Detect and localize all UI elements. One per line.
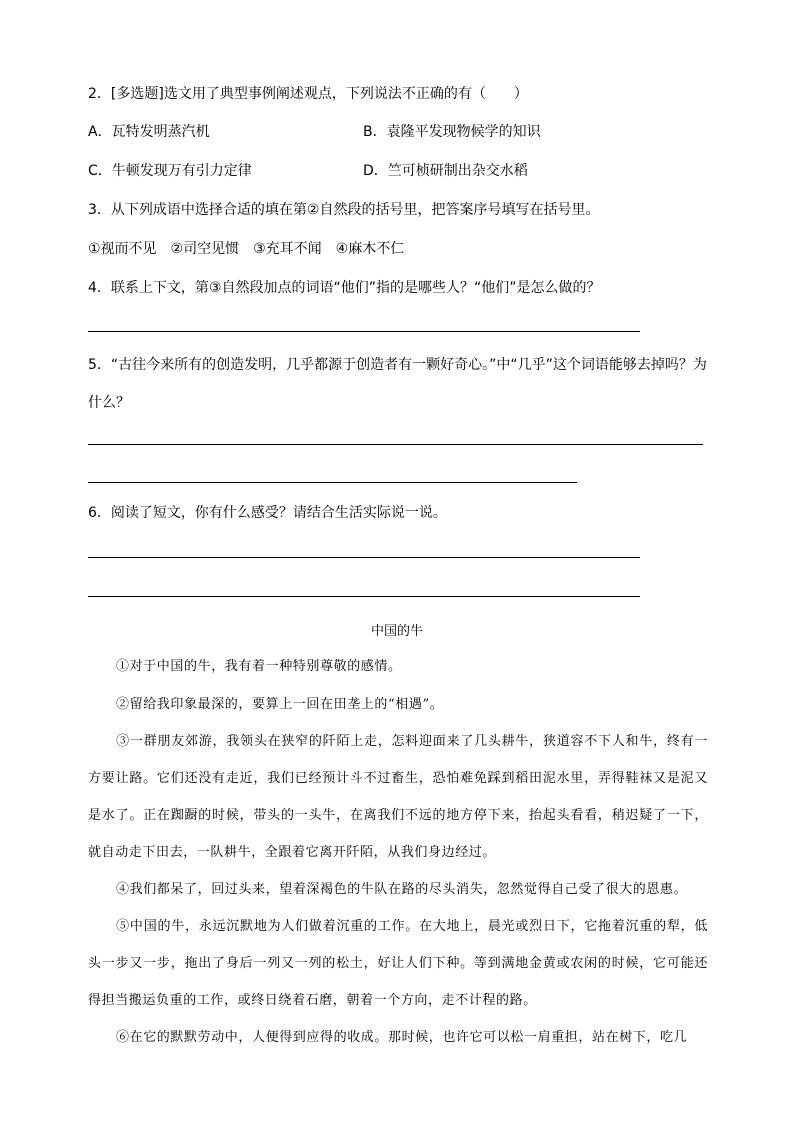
article-paragraph-4: [88, 871, 708, 908]
article-paragraph-6-text: ⑥在它的默默劳动中，人便得到应得的收成。那时候，也许它可以松一肩重担，站在树下，吃几: [116, 1030, 688, 1045]
article-title: 中国的牛: [370, 624, 423, 639]
question-6-answer-line-1[interactable]: [88, 557, 640, 558]
question-2-option-d: D．竺可桢研制出杂交水稻: [363, 163, 528, 179]
question-2-option-a: A．瓦特发明蒸汽机: [88, 124, 210, 140]
article-paragraph-4-text: ④我们都呆了，回过头来，望着深褐色的牛队在路的尽头消失，忽然觉得自己受了很大的恩惠。: [116, 882, 688, 897]
question-4-stem: 4．联系上下文，第③自然段加点的词语“他们”指的是哪些人？“他们”是怎么做的？: [88, 280, 601, 296]
question-4-answer-line[interactable]: [88, 331, 640, 332]
question-2-option-c: C．牛顿发现万有引力定律: [88, 163, 252, 179]
question-5-answer-line-2[interactable]: [88, 482, 577, 483]
article-paragraph-3: [88, 723, 708, 871]
question-6-stem: 6．阅读了短文，你有什么感受？请结合生活实际说一说。: [88, 505, 447, 521]
question-3-stem: 3．从下列成语中选择合适的填在第②自然段的括号里，把答案序号填写在括号里。: [88, 202, 600, 218]
article-paragraph-2-text: ②留给我印象最深的，要算上一回在田垄上的“相遇”。: [116, 697, 444, 712]
question-6-answer-line-2[interactable]: [88, 596, 640, 597]
article-paragraph-5-text: ⑤中国的牛，永远沉默地为人们做着沉重的工作。在大地上，晨光或烈日下，它拖着沉重的犁，低头一步又一步，拖出了身后一列又一列的松土，好让人们下种。等到满地金黄或农闲的时候，它可能还得担当搬运负重的工作，或终日绕着石磨，朝着一个方向，走不计程的路。: [88, 919, 708, 1008]
question-2-stem: 2．[多选题]选文用了典型事例阐述观点，下列说法不正确的有（ ）: [88, 86, 528, 102]
article-paragraph-3-text: ③一群朋友郊游，我领头在狭窄的阡陌上走，怎料迎面来了几头耕牛，狭道容不下人和牛，终有一方要让路。它们还没有走近，我们已经预计斗不过畜生，恐怕难免踩到稻田泥水里，弄得鞋袜又是泥又是水了。正在踟蹰的时候，带头的一头牛，在离我们不远的地方停下来，抬起头看看，稍迟疑了一下，就自动走下田去，一队耕牛，全跟着它离开阡陌，从我们身边经过。: [88, 734, 708, 860]
question-5-stem-line-1: 5．“古往今来所有的创造发明，几乎都源于创造者有一颗好奇心。”中“几乎”这个词语能够去掉吗？为: [88, 357, 707, 373]
article-paragraph-1: [88, 648, 708, 685]
question-5-stem-line-2: 什么？: [88, 395, 130, 411]
article-paragraph-6: [88, 1019, 708, 1056]
article-paragraph-5: [88, 908, 708, 1019]
question-3-choices: ①视而不见 ②司空见惯 ③充耳不闻 ④麻木不仁: [88, 241, 405, 257]
article-paragraph-1-text: ①对于中国的牛，我有着一种特别尊敬的感情。: [116, 659, 402, 674]
question-2-option-b: B．袁隆平发现物候学的知识: [363, 124, 541, 140]
question-5-answer-line-1[interactable]: [88, 444, 703, 445]
article-paragraph-2: [88, 686, 708, 723]
